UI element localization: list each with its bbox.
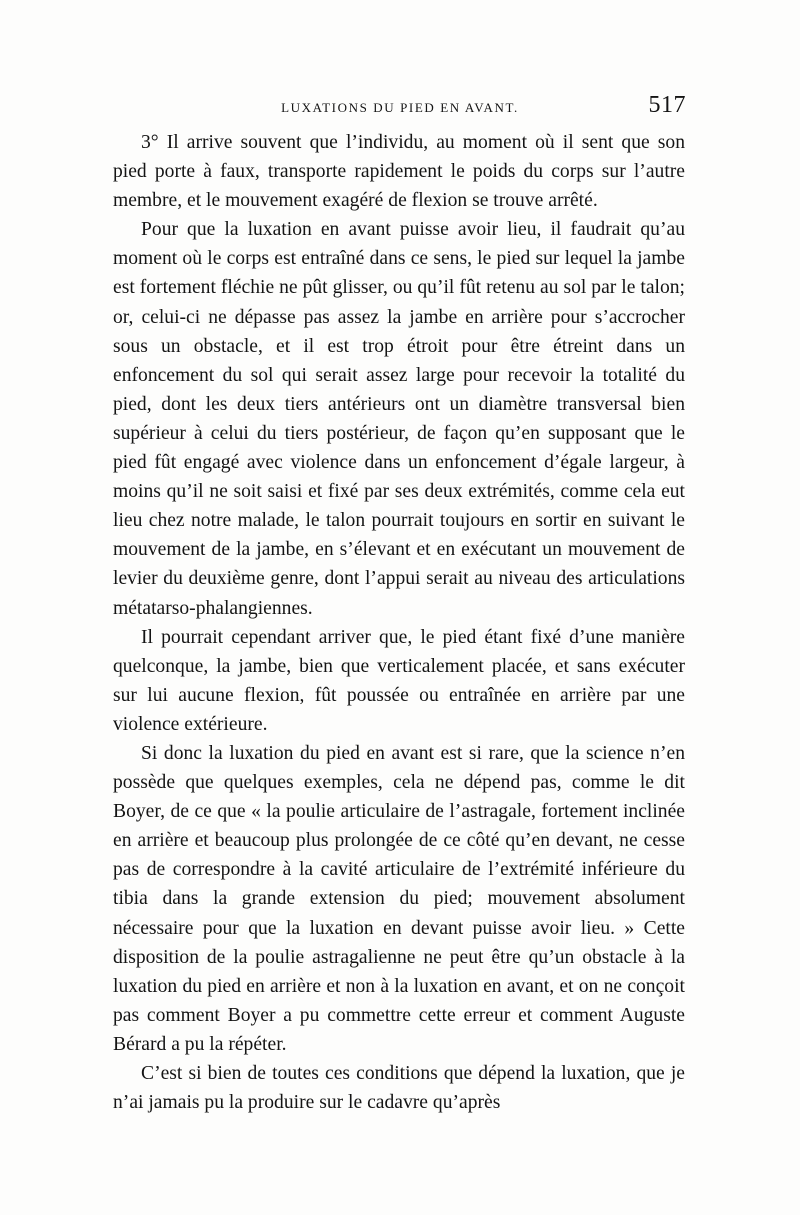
running-head (114, 92, 686, 120)
paragraph: C’est si bien de toutes ces conditions que dépend la luxation, que je n’ai jamais pu la produire sur le cadavre qu’après (113, 1063, 685, 1114)
paragraph: Pour que la luxation en avant puisse avoir lieu, il faudrait qu’au moment où le corps est entraîné dans ce sens, le pied sur lequel la jambe est fortement fléchie ne pût glisser, ou qu’il fût retenu au sol par le talon; or, celui-ci ne dépasse pas assez la jambe en arrière pour s’accrocher sous un obstacle, et il est trop étroit pour être étreint dans un enfoncement du sol qui serait assez large pour recevoir la totalité du pied, dont les deux tiers antérieurs ont un diamètre transversal bien supérieur à celui du tiers postérieur, de façon qu’en supposant que le pied fût engagé avec violence dans un enfoncement d’égale largeur, à moins qu’il ne soit saisi et fixé par ses deux extrémités, comme cela eut lieu chez notre malade, le talon pourrait toujours en sortir en suivant le mouvement de la jambe, en s’élevant et en exécutant un mouvement de levier du deuxième genre, dont l’appui serait au niveau des articulations métatarso-phalangiennes. (113, 219, 685, 619)
paragraph: Si donc la luxation du pied en avant est si rare, que la science n’en possède que quelques exemples, cela ne dépend pas, comme le dit Boyer, de ce que « la poulie articulaire de l’astragale, fortement inclinée en arrière et beaucoup plus prolongée de ce côté qu’en devant, ne cesse pas de correspondre à la cavité articulaire de l’extrémité inférieure du tibia dans la grande extension du pied; mouvement absolument nécessaire pour que la luxation en devant puisse avoir lieu. » Cette disposition de la poulie astragalienne ne peut être qu’un obstacle à la luxation du pied en arrière et non à la luxation en avant, et on ne conçoit pas comment Boyer a pu commettre cette erreur et comment Auguste Bérard a pu la répéter. (113, 742, 685, 1055)
body-text (113, 128, 685, 1117)
paragraph: 3° Il arrive souvent que l’individu, au moment où il sent que son pied porte à faux, transporte rapidement le poids du corps sur l’autre membre, et le mouvement exagéré de flexion se trouve arrêté. (113, 132, 685, 212)
page-number: 517 (648, 92, 686, 118)
paragraph: Il pourrait cependant arriver que, le pied étant fixé d’une manière quelconque, la jambe, bien que verticalement placée, et sans exécuter sur lui aucune flexion, fût poussée ou entraînée en arrière par une violence extérieure. (113, 626, 685, 735)
running-title: LUXATIONS DU PIED EN AVANT. (281, 100, 519, 115)
